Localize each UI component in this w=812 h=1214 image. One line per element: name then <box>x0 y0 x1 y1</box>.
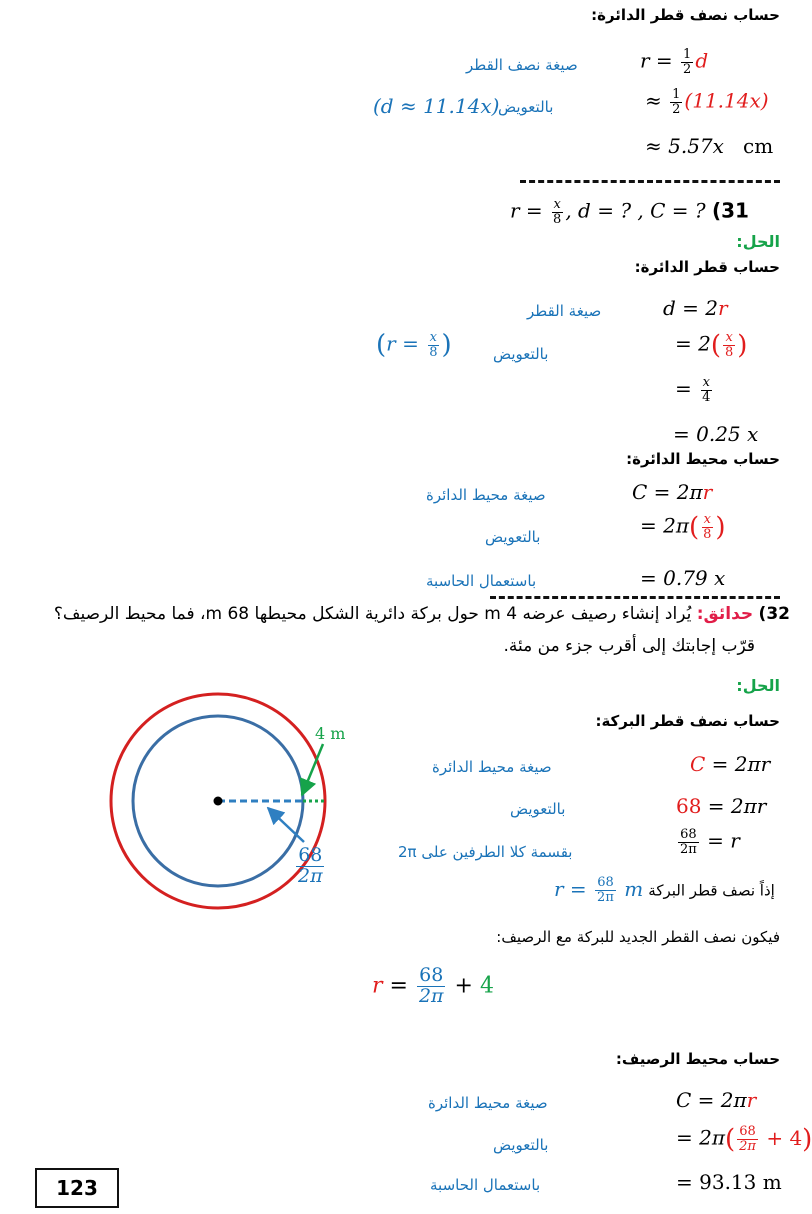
solution-label-31: الحل: <box>736 232 780 251</box>
problem-31-statement: r = $\frac{x}{8}$ , d = ? , C = ? (31 <box>510 197 749 227</box>
radius-label: $\frac{68}{2\pi}$ <box>298 844 323 887</box>
eq-pond-divide: $\frac{68}{2\pi}$ = r <box>680 827 740 857</box>
note-substitute-4: بالتعويض <box>510 800 566 818</box>
eq-result-radius: ≈ 5.57x cm <box>645 134 774 158</box>
note-walkway-formula: صيغة محيط الدائرة <box>428 1094 548 1112</box>
note-calculator-2: باستعمال الحاسبة <box>430 1176 541 1194</box>
walkway-heading: حساب محيط الرصيف: <box>615 1050 780 1068</box>
circumference-heading: حساب محيط الدائرة: <box>626 450 780 468</box>
note-diameter-formula: صيغة القطر <box>527 302 602 320</box>
width-label: 4 m <box>315 724 346 743</box>
note-calculator-1: باستعمال الحاسبة <box>426 572 537 590</box>
eq-walkway-formula: C = 2πr <box>676 1088 757 1112</box>
page-number: 123 <box>35 1168 119 1208</box>
diameter-heading: حساب قطر الدائرة: <box>634 258 780 276</box>
eq-diameter-substitute: = 2( $\frac{x}{8}$ ) <box>675 329 748 360</box>
note-substitute-3: بالتعويض <box>485 528 541 546</box>
center-dot <box>214 797 223 806</box>
problem-32-line2: قرّب إجابتك إلى أقرب جزء من مئة. <box>503 636 755 656</box>
note-divide: بقسمة كلا الطرفين على 2π <box>398 843 573 861</box>
eq-diameter-formula: d = 2r <box>663 296 728 320</box>
pond-radius-conclusion: r = $\frac{68}{2\pi}$ m إذاً نصف قطر البركة <box>554 875 775 905</box>
divider-2 <box>490 596 780 599</box>
section-heading-radius: حساب نصف قطر الدائرة: <box>591 6 780 24</box>
eq-circumference-substitute: = 2π( $\frac{x}{8}$ ) <box>640 511 726 542</box>
problem-32-line1: 32) حدائق: يُراد إنشاء رصيف عرضه 4 m حول بركة دائرية الشكل محيطها 68 m، فما محيط الرصيف؟ <box>53 604 790 624</box>
eq-pond-substitute: 68 = 2πr <box>676 794 767 818</box>
eq-circumference-result: = 0.79 x <box>640 566 726 590</box>
note-substitute-2: بالتعويض <box>493 345 549 363</box>
eq-substitute-1: ≈ $\frac{1}{2}$ (11.14x) <box>645 87 769 117</box>
note-pond-formula: صيغة محيط الدائرة <box>432 758 552 776</box>
note-circumference-formula: صيغة محيط الدائرة <box>426 486 546 504</box>
eq-walkway-substitute: = 2π( $\frac{68}{2\pi}$ + 4) <box>676 1123 812 1154</box>
note-radius-formula: صيغة نصف القطر <box>466 56 578 74</box>
eq-diameter-simplify: = $\frac{x}{4}$ <box>675 375 711 405</box>
condition-d: (d ≈ 11.14x) <box>373 94 500 118</box>
eq-diameter-result: = 0.25 x <box>673 422 759 446</box>
eq-walkway-result: = 93.13 m <box>676 1170 782 1194</box>
eq-pond-formula: C = 2πr <box>690 752 771 776</box>
note-substitute-5: بالتعويض <box>493 1136 549 1154</box>
solution-label-32: الحل: <box>736 676 780 695</box>
eq-new-radius: r = $\frac{68}{2\pi}$ + 4 <box>372 964 494 1007</box>
divider-1 <box>520 180 780 183</box>
condition-r: (r = $\frac{x}{8}$ ) <box>376 329 452 360</box>
eq-circumference-formula: C = 2πr <box>632 480 713 504</box>
pond-radius-heading: حساب نصف قطر البركة: <box>595 712 780 730</box>
eq-radius-formula: r = $\frac{1}{2}$ d <box>640 47 709 77</box>
new-radius-text: فيكون نصف القطر الجديد للبركة مع الرصيف: <box>496 928 780 946</box>
note-substitute-1: بالتعويض <box>498 98 554 116</box>
